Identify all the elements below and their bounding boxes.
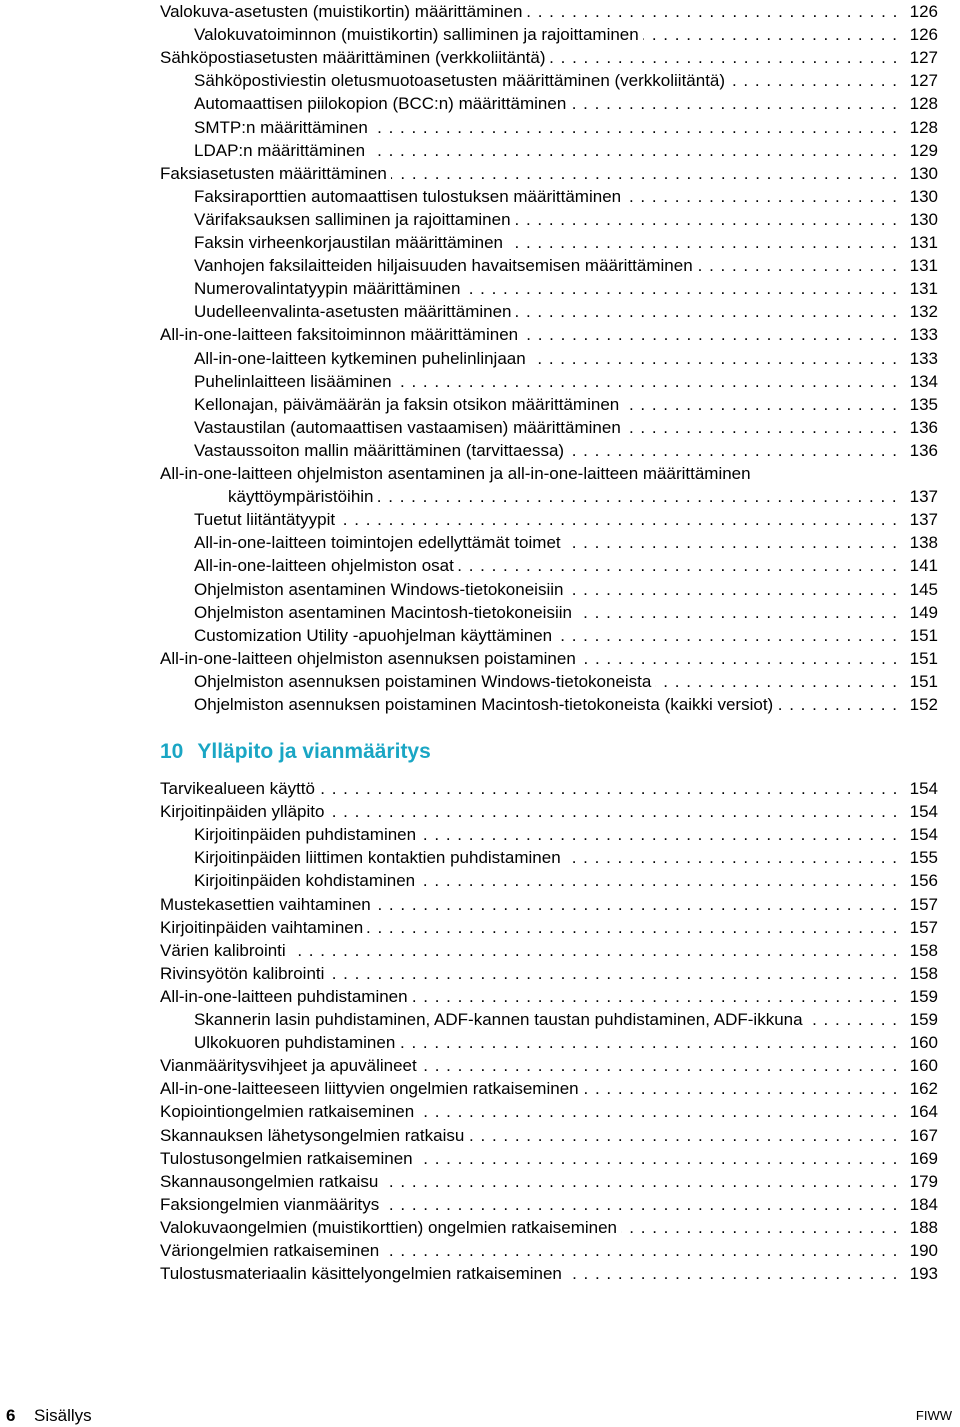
- toc-entry[interactable]: [0, 162, 960, 185]
- toc-entry-page: 152: [909, 695, 938, 714]
- toc-entry-title: All-in-one-laitteen ohjelmiston asentaminen ja all-in-one-laitteen määrittäminen: [160, 464, 751, 483]
- toc-entry-page: 126: [909, 2, 938, 21]
- toc-entry-page: 136: [909, 441, 938, 460]
- toc-entry-page: 190: [909, 1241, 938, 1260]
- toc-entry[interactable]: [0, 893, 960, 916]
- toc-entry[interactable]: [0, 1170, 960, 1193]
- toc-entry-title: Ohjelmiston asentaminen Macintosh-tietokoneisiin: [194, 603, 576, 622]
- toc-entry-title: Sähköpostiasetusten määrittäminen (verkkoliitäntä): [160, 48, 550, 67]
- toc-entry[interactable]: [0, 846, 960, 869]
- toc-entry[interactable]: [0, 777, 960, 800]
- toc-entry-title: Väriongelmien ratkaiseminen: [160, 1241, 383, 1260]
- toc-entry-page: 131: [909, 279, 938, 298]
- toc-entry-page: 145: [909, 580, 938, 599]
- toc-entry[interactable]: [0, 1239, 960, 1262]
- footer-brand: FIWW: [915, 1408, 952, 1423]
- toc-entry-page: 138: [909, 533, 938, 552]
- toc-entry-page: 160: [909, 1056, 938, 1075]
- toc-entry[interactable]: [0, 939, 960, 962]
- toc-entry-page: 149: [909, 603, 938, 622]
- toc-entry-page: 133: [909, 325, 938, 344]
- toc-entry-page: 132: [909, 302, 938, 321]
- toc-entry-title: All-in-one-laitteen ohjelmiston asennuksen poistaminen: [160, 649, 580, 668]
- toc-entry-title: All-in-one-laitteeseen liittyvien ongelmien ratkaiseminen: [160, 1079, 583, 1098]
- toc-entry-page: 137: [909, 510, 938, 529]
- toc-entry-title: Ohjelmiston asentaminen Windows-tietokoneisiin: [194, 580, 567, 599]
- toc-entry-title: Vastaustilan (automaattisen vastaamisen) määrittäminen: [194, 418, 625, 437]
- toc-entry[interactable]: [0, 508, 960, 531]
- toc-entry-title: Skannausongelmien ratkaisu: [160, 1172, 382, 1191]
- toc-entry-title: Tuetut liitäntätyypit: [194, 510, 339, 529]
- toc-entry-title: Skannauksen lähetysongelmien ratkaisu: [160, 1126, 468, 1145]
- toc-entry-title: Kirjoitinpäiden puhdistaminen: [194, 825, 420, 844]
- toc-entry[interactable]: [0, 0, 960, 23]
- toc-entry[interactable]: [0, 647, 960, 670]
- toc-entry-page: 167: [909, 1126, 938, 1145]
- toc-entry[interactable]: [0, 277, 960, 300]
- toc-entry[interactable]: [0, 1193, 960, 1216]
- toc-entry-page: 154: [909, 802, 938, 821]
- toc-entry[interactable]: [0, 823, 960, 846]
- toc-entry-title: Valokuvatoiminnon (muistikortin) salliminen ja rajoittaminen: [194, 25, 643, 44]
- toc-entry[interactable]: [0, 531, 960, 554]
- toc-entry[interactable]: [0, 554, 960, 577]
- toc-entry-page: 130: [909, 187, 938, 206]
- toc-entry-title: Customization Utility -apuohjelman käyttäminen: [194, 626, 556, 645]
- toc-entry-page: 130: [909, 164, 938, 183]
- toc-entry-page: 193: [909, 1264, 938, 1283]
- toc-entry-page: 159: [909, 987, 938, 1006]
- toc-entry-title: Rivinsyötön kalibrointi: [160, 964, 328, 983]
- toc-entry-title: Faksiasetusten määrittäminen: [160, 164, 391, 183]
- chapter-number: 10: [160, 740, 184, 763]
- toc-entry-page: 157: [909, 918, 938, 937]
- toc-entry-title: Puhelinlaitteen lisääminen: [194, 372, 396, 391]
- toc-entry[interactable]: [0, 1100, 960, 1123]
- toc-entry-title: All-in-one-laitteen toimintojen edellyttämät toimet: [194, 533, 565, 552]
- toc-entry-title: Vianmääritysvihjeet ja apuvälineet: [160, 1056, 421, 1075]
- toc-entry-page: 184: [909, 1195, 938, 1214]
- toc-entry[interactable]: [0, 208, 960, 231]
- toc-entry[interactable]: [0, 416, 960, 439]
- toc-entry-title: Kirjoitinpäiden liittimen kontaktien puhdistaminen: [194, 848, 565, 867]
- toc-entry-title: Vanhojen faksilaitteiden hiljaisuuden havaitsemisen määrittäminen: [194, 256, 697, 275]
- toc-entry-title: Kirjoitinpäiden ylläpito: [160, 802, 328, 821]
- toc-entry[interactable]: [0, 916, 960, 939]
- toc-entry[interactable]: [0, 92, 960, 115]
- toc-entry-page: 131: [909, 233, 938, 252]
- toc-entry[interactable]: [0, 1077, 960, 1100]
- toc-entry-title: Valokuva-asetusten (muistikortin) määrittäminen: [160, 2, 527, 21]
- toc-entry-continuation[interactable]: [0, 485, 960, 508]
- toc-entry[interactable]: [0, 23, 960, 46]
- toc-entry-page: 160: [909, 1033, 938, 1052]
- toc-entry[interactable]: [0, 1147, 960, 1170]
- toc-entry-title: Värien kalibrointi: [160, 941, 290, 960]
- toc-entry-page: 136: [909, 418, 938, 437]
- toc-entry-page: 127: [909, 71, 938, 90]
- toc-entry-title: Tulostusongelmien ratkaiseminen: [160, 1149, 417, 1168]
- toc-entry[interactable]: [0, 800, 960, 823]
- toc-entry-page: 129: [909, 141, 938, 160]
- toc-entry-title: Faksiongelmien vianmääritys: [160, 1195, 383, 1214]
- toc-entry[interactable]: [0, 254, 960, 277]
- toc-entry-page: 164: [909, 1102, 938, 1121]
- toc-entry-page: 128: [909, 94, 938, 113]
- toc-entry-title: Kirjoitinpäiden kohdistaminen: [194, 871, 419, 890]
- toc-entry-title: Värifaksauksen salliminen ja rajoittaminen: [194, 210, 515, 229]
- chapter-heading: [160, 737, 431, 767]
- toc-entry[interactable]: [0, 1216, 960, 1239]
- toc-entry[interactable]: [0, 601, 960, 624]
- toc-entry-page: 135: [909, 395, 938, 414]
- toc-entry[interactable]: [0, 116, 960, 139]
- toc-entry-title: Faksin virheenkorjaustilan määrittäminen: [194, 233, 507, 252]
- toc-entry-page: 162: [909, 1079, 938, 1098]
- toc-entry-page: 159: [909, 1010, 938, 1029]
- toc-entry-title: All-in-one-laitteen puhdistaminen: [160, 987, 412, 1006]
- toc-entry[interactable]: [0, 439, 960, 462]
- toc-entry-title: Ohjelmiston asennuksen poistaminen Windows-tietokoneista: [194, 672, 655, 691]
- toc-entry-title: LDAP:n määrittäminen: [194, 141, 369, 160]
- toc-entry-page: 154: [909, 825, 938, 844]
- toc-entry-title: SMTP:n määrittäminen: [194, 118, 372, 137]
- toc-entry-title: Vastaussoiton mallin määrittäminen (tarvittaessa): [194, 441, 568, 460]
- toc-entry-page: 130: [909, 210, 938, 229]
- toc-entry[interactable]: [0, 1054, 960, 1077]
- toc-entry-page: 156: [909, 871, 938, 890]
- toc-entry-title: Automaattisen piilokopion (BCC:n) määrittäminen: [194, 94, 570, 113]
- toc-entry-title: All-in-one-laitteen faksitoiminnon määrittäminen: [160, 325, 522, 344]
- toc-entry[interactable]: [0, 231, 960, 254]
- toc-entry[interactable]: [0, 185, 960, 208]
- toc-entry-page: 131: [909, 256, 938, 275]
- toc-entry-page: 158: [909, 941, 938, 960]
- toc-entry-title: Ohjelmiston asennuksen poistaminen Macintosh-tietokoneista (kaikki versiot): [194, 695, 777, 714]
- toc-entry-page: 141: [909, 556, 938, 575]
- toc-entry-title: Kopiointiongelmien ratkaiseminen: [160, 1102, 418, 1121]
- toc-entry[interactable]: [0, 624, 960, 647]
- toc-entry-page: 179: [909, 1172, 938, 1191]
- toc-entry-page: 151: [909, 672, 938, 691]
- toc-entry[interactable]: [0, 46, 960, 69]
- toc-entry[interactable]: [0, 1124, 960, 1147]
- toc-entry[interactable]: [0, 393, 960, 416]
- toc-entry-page: 134: [909, 372, 938, 391]
- toc-entry[interactable]: [0, 139, 960, 162]
- toc-entry-title: All-in-one-laitteen kytkeminen puhelinlinjaan: [194, 349, 530, 368]
- toc-entry-page: 127: [909, 48, 938, 67]
- toc-entry-title: Valokuvaongelmien (muistikorttien) ongelmien ratkaiseminen: [160, 1218, 621, 1237]
- toc-entry-title: Faksiraporttien automaattisen tulostuksen määrittäminen: [194, 187, 625, 206]
- footer-section-name: Sisällys: [34, 1406, 92, 1425]
- toc-entry-title: All-in-one-laitteen ohjelmiston osat: [194, 556, 458, 575]
- toc-entry-title: Mustekasettien vaihtaminen: [160, 895, 375, 914]
- toc-entry-page: 128: [909, 118, 938, 137]
- toc-entry[interactable]: [0, 347, 960, 370]
- page-footer: [0, 1404, 960, 1427]
- toc-entry[interactable]: [0, 985, 960, 1008]
- toc-entry[interactable]: [0, 962, 960, 985]
- toc-entry-title: Uudelleenvalinta-asetusten määrittäminen: [194, 302, 516, 321]
- toc-entry-title: Sähköpostiviestin oletusmuotoasetusten määrittäminen (verkkoliitäntä): [194, 71, 729, 90]
- toc-entry-page: 169: [909, 1149, 938, 1168]
- toc-entry-page: 157: [909, 895, 938, 914]
- toc-entry-title: Tulostusmateriaalin käsittelyongelmien ratkaiseminen: [160, 1264, 566, 1283]
- footer-page-number: 6: [6, 1406, 16, 1425]
- toc-entry-page: 188: [909, 1218, 938, 1237]
- toc-entry-wrapped[interactable]: [0, 462, 960, 485]
- toc-entry-title: Numerovalintatyypin määrittäminen: [194, 279, 464, 298]
- toc-entry-title: Skannerin lasin puhdistaminen, ADF-kannen taustan puhdistaminen, ADF-ikkuna: [194, 1010, 807, 1029]
- toc-entry[interactable]: [0, 370, 960, 393]
- toc-entry[interactable]: [0, 1031, 960, 1054]
- toc-entry-title: Kirjoitinpäiden vaihtaminen: [160, 918, 367, 937]
- toc-entry[interactable]: [0, 869, 960, 892]
- toc-entry-page: 158: [909, 964, 938, 983]
- toc-entry[interactable]: [0, 1008, 960, 1031]
- toc-entry-page: 137: [909, 487, 938, 506]
- toc-entry-title: Ulkokuoren puhdistaminen: [194, 1033, 399, 1052]
- toc-entry-page: 155: [909, 848, 938, 867]
- toc-entry-page: 126: [909, 25, 938, 44]
- toc-entry-title: Kellonajan, päivämäärän ja faksin otsikon määrittäminen: [194, 395, 623, 414]
- chapter-title: Ylläpito ja vianmääritys: [197, 740, 431, 763]
- toc-entry[interactable]: [0, 300, 960, 323]
- toc-entry-title: Tarvikealueen käyttö: [160, 779, 319, 798]
- toc-entry-page: 151: [909, 626, 938, 645]
- toc-entry[interactable]: [0, 1262, 960, 1285]
- toc-entry[interactable]: [0, 578, 960, 601]
- toc-entry-page: 151: [909, 649, 938, 668]
- toc-entry-title-continued: käyttöympäristöihin: [228, 487, 378, 506]
- toc-entry-page: 154: [909, 779, 938, 798]
- toc-entry[interactable]: [0, 693, 960, 716]
- toc-entry-page: 133: [909, 349, 938, 368]
- toc-entry[interactable]: [0, 323, 960, 346]
- toc-entry[interactable]: [0, 69, 960, 92]
- toc-entry[interactable]: [0, 670, 960, 693]
